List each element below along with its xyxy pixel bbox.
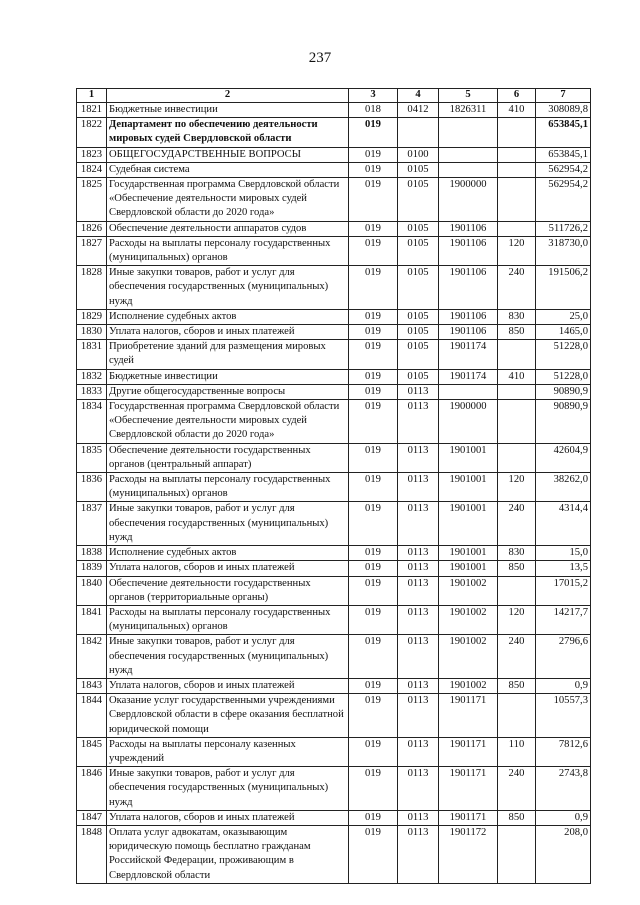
budget-table [76,88,591,884]
row-number: 1829 [77,309,107,324]
table-row [77,694,591,738]
row-name: Расходы на выплаты персоналу государственных (муниципальных) органов [107,473,349,502]
row-code-5 [439,118,498,147]
row-code-4: 0105 [398,325,439,340]
row-name: Оказание услуг государственными учреждениями Свердловской области в сфере оказания бесплатной юридической помощи [107,694,349,738]
row-code-4: 0113 [398,825,439,883]
row-code-4: 0100 [398,147,439,162]
table-row [77,221,591,236]
row-code-4 [398,118,439,147]
row-code-3: 019 [349,340,398,369]
row-code-3: 019 [349,473,398,502]
row-number: 1839 [77,561,107,576]
row-name: Иные закупки товаров, работ и услуг для обеспечения государственных (муниципальных) нужд [107,635,349,679]
row-number: 1843 [77,678,107,693]
row-code-6 [498,221,536,236]
row-code-4: 0113 [398,737,439,766]
row-code-4: 0113 [398,767,439,811]
row-amount: 318730,0 [536,236,591,265]
table-row [77,561,591,576]
row-number: 1834 [77,400,107,444]
row-code-5: 1901002 [439,678,498,693]
row-code-5: 1901106 [439,236,498,265]
header-col-7: 7 [536,89,591,103]
table-row [77,678,591,693]
row-code-6: 120 [498,473,536,502]
row-code-6: 830 [498,309,536,324]
row-name: Расходы на выплаты персоналу государственных (муниципальных) органов [107,605,349,634]
row-code-4: 0105 [398,236,439,265]
row-amount: 4314,4 [536,502,591,546]
row-code-3: 019 [349,737,398,766]
table-row [77,825,591,883]
row-code-4: 0113 [398,502,439,546]
row-code-4: 0105 [398,221,439,236]
row-code-6 [498,694,536,738]
table-row [77,546,591,561]
table-row [77,266,591,310]
row-code-4: 0113 [398,384,439,399]
row-amount: 0,9 [536,678,591,693]
row-amount: 10557,3 [536,694,591,738]
row-amount: 511726,2 [536,221,591,236]
row-number: 1824 [77,162,107,177]
table-row [77,369,591,384]
row-code-6 [498,576,536,605]
row-name: Расходы на выплаты персоналу государственных (муниципальных) органов [107,236,349,265]
row-code-6: 850 [498,678,536,693]
row-name: ОБЩЕГОСУДАРСТВЕННЫЕ ВОПРОСЫ [107,147,349,162]
row-name: Государственная программа Свердловской области «Обеспечение деятельности мировых судей Свердловской области до 2020 года» [107,400,349,444]
row-code-3: 019 [349,576,398,605]
row-code-3: 019 [349,635,398,679]
row-code-6: 850 [498,810,536,825]
row-code-4: 0105 [398,340,439,369]
row-name: Исполнение судебных актов [107,309,349,324]
row-code-4: 0105 [398,162,439,177]
row-name: Другие общегосударственные вопросы [107,384,349,399]
row-amount: 38262,0 [536,473,591,502]
row-name: Бюджетные инвестиции [107,369,349,384]
row-code-6: 850 [498,325,536,340]
row-amount: 13,5 [536,561,591,576]
row-number: 1831 [77,340,107,369]
row-code-4: 0105 [398,309,439,324]
row-code-6: 240 [498,266,536,310]
row-name: Уплата налогов, сборов и иных платежей [107,561,349,576]
row-name: Судебная система [107,162,349,177]
row-amount: 7812,6 [536,737,591,766]
row-code-3: 019 [349,443,398,472]
row-code-6 [498,118,536,147]
row-code-6 [498,384,536,399]
row-code-3: 019 [349,147,398,162]
row-code-6 [498,443,536,472]
row-code-6: 240 [498,635,536,679]
row-number: 1847 [77,810,107,825]
row-code-4: 0113 [398,678,439,693]
row-amount: 191506,2 [536,266,591,310]
row-number: 1832 [77,369,107,384]
row-code-5: 1901172 [439,825,498,883]
row-code-3: 019 [349,825,398,883]
row-code-3: 019 [349,266,398,310]
row-code-5: 1901002 [439,605,498,634]
header-col-2: 2 [107,89,349,103]
row-code-5 [439,147,498,162]
row-code-4: 0412 [398,103,439,118]
row-name: Иные закупки товаров, работ и услуг для обеспечения государственных (муниципальных) нужд [107,502,349,546]
row-code-4: 0113 [398,400,439,444]
row-number: 1835 [77,443,107,472]
row-code-5: 1901002 [439,576,498,605]
row-amount: 15,0 [536,546,591,561]
row-code-3: 019 [349,178,398,222]
row-code-3: 019 [349,369,398,384]
row-amount: 25,0 [536,309,591,324]
row-number: 1848 [77,825,107,883]
row-code-3: 019 [349,309,398,324]
row-name: Департамент по обеспечению деятельности мировых судей Свердловской области [107,118,349,147]
row-code-6: 850 [498,561,536,576]
row-amount: 653845,1 [536,147,591,162]
row-code-5: 1901171 [439,694,498,738]
row-code-6 [498,825,536,883]
row-name: Бюджетные инвестиции [107,103,349,118]
row-code-5: 1901002 [439,635,498,679]
row-name: Исполнение судебных актов [107,546,349,561]
header-col-5: 5 [439,89,498,103]
row-number: 1822 [77,118,107,147]
row-name: Обеспечение деятельности аппаратов судов [107,221,349,236]
table-row [77,325,591,340]
row-code-4: 0113 [398,576,439,605]
row-code-5: 1900000 [439,178,498,222]
row-code-6: 240 [498,502,536,546]
table-row [77,118,591,147]
row-code-6: 120 [498,605,536,634]
table-row [77,400,591,444]
row-name: Оплата услуг адвокатам, оказывающим юридическую помощь бесплатно гражданам Российской Федерации, проживающим в Свердловской области [107,825,349,883]
row-amount: 208,0 [536,825,591,883]
row-code-5: 1901106 [439,309,498,324]
table-row [77,178,591,222]
row-amount: 14217,7 [536,605,591,634]
row-amount: 562954,2 [536,178,591,222]
row-code-4: 0113 [398,546,439,561]
row-code-5: 1900000 [439,400,498,444]
table-row [77,767,591,811]
row-code-5: 1901171 [439,737,498,766]
row-amount: 42604,9 [536,443,591,472]
row-amount: 90890,9 [536,400,591,444]
row-code-3: 019 [349,162,398,177]
row-code-6 [498,400,536,444]
row-number: 1830 [77,325,107,340]
row-name: Уплата налогов, сборов и иных платежей [107,325,349,340]
row-amount: 17015,2 [536,576,591,605]
row-amount: 653845,1 [536,118,591,147]
row-code-5: 1901171 [439,810,498,825]
row-number: 1845 [77,737,107,766]
row-name: Обеспечение деятельности государственных органов (территориальные органы) [107,576,349,605]
table-row [77,103,591,118]
table-row [77,384,591,399]
row-code-6 [498,162,536,177]
row-code-3: 019 [349,236,398,265]
row-code-6: 830 [498,546,536,561]
row-number: 1827 [77,236,107,265]
table-row [77,576,591,605]
table-row [77,737,591,766]
row-code-5: 1901174 [439,340,498,369]
header-col-3: 3 [349,89,398,103]
row-code-3: 019 [349,400,398,444]
row-name: Уплата налогов, сборов и иных платежей [107,810,349,825]
row-code-3: 019 [349,678,398,693]
row-code-6 [498,340,536,369]
row-name: Уплата налогов, сборов и иных платежей [107,678,349,693]
row-code-6: 120 [498,236,536,265]
row-code-5: 1901001 [439,561,498,576]
row-code-3: 019 [349,561,398,576]
row-code-3: 018 [349,103,398,118]
row-code-5: 1901174 [439,369,498,384]
row-code-4: 0105 [398,266,439,310]
row-number: 1840 [77,576,107,605]
row-code-5 [439,384,498,399]
row-amount: 1465,0 [536,325,591,340]
row-number: 1823 [77,147,107,162]
table-row [77,635,591,679]
table-row [77,502,591,546]
row-code-5: 1901106 [439,325,498,340]
row-number: 1836 [77,473,107,502]
row-amount: 0,9 [536,810,591,825]
row-code-3: 019 [349,502,398,546]
row-number: 1837 [77,502,107,546]
row-code-5: 1901001 [439,473,498,502]
row-number: 1825 [77,178,107,222]
row-number: 1821 [77,103,107,118]
row-code-5: 1901106 [439,266,498,310]
row-number: 1844 [77,694,107,738]
row-amount: 2743,8 [536,767,591,811]
table-row [77,340,591,369]
row-amount: 562954,2 [536,162,591,177]
row-amount: 51228,0 [536,369,591,384]
row-code-3: 019 [349,325,398,340]
row-code-4: 0113 [398,473,439,502]
row-code-4: 0113 [398,810,439,825]
table-row [77,810,591,825]
row-code-5: 1901001 [439,502,498,546]
table-row [77,473,591,502]
row-code-6: 410 [498,369,536,384]
table-header-row [77,89,591,103]
row-number: 1826 [77,221,107,236]
row-name: Государственная программа Свердловской области «Обеспечение деятельности мировых судей Свердловской области до 2020 года» [107,178,349,222]
row-code-5: 1901106 [439,221,498,236]
row-name: Обеспечение деятельности государственных органов (центральный аппарат) [107,443,349,472]
row-number: 1842 [77,635,107,679]
row-name: Иные закупки товаров, работ и услуг для обеспечения государственных (муниципальных) нужд [107,767,349,811]
row-code-4: 0113 [398,694,439,738]
row-code-5: 1826311 [439,103,498,118]
row-amount: 90890,9 [536,384,591,399]
table-row [77,443,591,472]
page-number: 237 [308,50,332,66]
row-code-6: 410 [498,103,536,118]
row-code-4: 0105 [398,178,439,222]
row-code-4: 0113 [398,561,439,576]
header-col-6: 6 [498,89,536,103]
row-code-3: 019 [349,605,398,634]
row-code-6: 240 [498,767,536,811]
row-code-3: 019 [349,546,398,561]
table-body [77,103,591,884]
row-amount: 308089,8 [536,103,591,118]
table-row [77,309,591,324]
row-name: Иные закупки товаров, работ и услуг для обеспечения государственных (муниципальных) нужд [107,266,349,310]
row-code-5: 1901171 [439,767,498,811]
row-amount: 2796,6 [536,635,591,679]
row-amount: 51228,0 [536,340,591,369]
row-code-6: 110 [498,737,536,766]
row-code-3: 019 [349,810,398,825]
row-code-4: 0105 [398,369,439,384]
row-code-6 [498,178,536,222]
row-code-3: 019 [349,118,398,147]
row-code-4: 0113 [398,635,439,679]
row-name: Приобретение зданий для размещения мировых судей [107,340,349,369]
row-code-4: 0113 [398,605,439,634]
row-code-6 [498,147,536,162]
row-number: 1841 [77,605,107,634]
row-code-3: 019 [349,221,398,236]
row-code-3: 019 [349,384,398,399]
header-col-4: 4 [398,89,439,103]
row-code-5: 1901001 [439,443,498,472]
row-code-5: 1901001 [439,546,498,561]
table-row [77,236,591,265]
row-number: 1838 [77,546,107,561]
header-col-1: 1 [77,89,107,103]
row-name: Расходы на выплаты персоналу казенных учреждений [107,737,349,766]
row-code-3: 019 [349,767,398,811]
table-row [77,147,591,162]
row-number: 1846 [77,767,107,811]
row-code-3: 019 [349,694,398,738]
table-row [77,162,591,177]
table-row [77,605,591,634]
row-number: 1833 [77,384,107,399]
row-number: 1828 [77,266,107,310]
row-code-5 [439,162,498,177]
row-code-4: 0113 [398,443,439,472]
